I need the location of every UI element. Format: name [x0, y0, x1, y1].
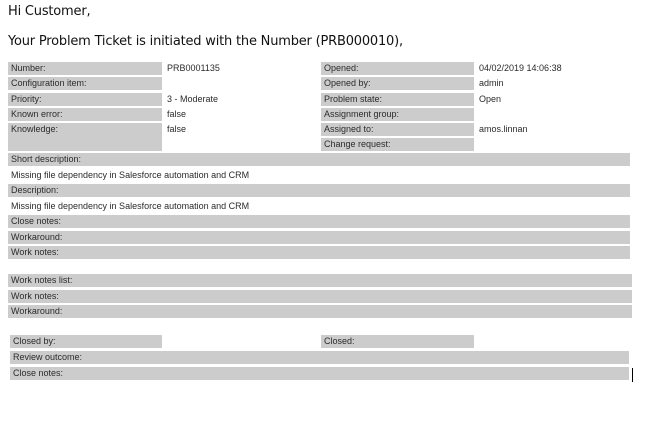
close-notes-label-2: Close notes:	[10, 367, 629, 380]
review-outcome-label: Review outcome:	[10, 351, 629, 364]
field-label: Opened by:	[321, 77, 474, 90]
field-value: 04/02/2019 14:06:38	[479, 63, 562, 73]
short-description-value: Missing file dependency in Salesforce automation and CRM	[11, 170, 250, 180]
field-label: Assignment group:	[321, 108, 474, 121]
field-value: admin	[479, 78, 504, 88]
closed-by-label: Closed by:	[10, 335, 162, 348]
close-notes-label: Close notes:	[8, 215, 630, 228]
field-value: false	[167, 109, 187, 119]
text-cursor	[632, 368, 633, 382]
closed-label: Closed:	[321, 335, 474, 348]
field-value: Open	[479, 94, 502, 104]
field-label: Priority:	[8, 93, 162, 106]
field-label: Known error:	[8, 108, 162, 121]
field-label: Knowledge:	[8, 123, 162, 151]
field-label: Problem state:	[321, 93, 474, 106]
description-value: Missing file dependency in Salesforce automation and CRM	[11, 201, 250, 211]
workaround-label: Workaround:	[8, 231, 630, 244]
field-label: Assigned to:	[321, 123, 474, 136]
field-value: amos.linnan	[479, 124, 528, 134]
work-notes-label-2: Work notes:	[8, 290, 632, 303]
intro-text: Your Problem Ticket is initiated with the Number (PRB000010),	[8, 34, 403, 49]
greeting-text: Hi Customer,	[8, 4, 91, 19]
field-label: Opened:	[321, 62, 474, 75]
field-label: Change request:	[321, 138, 474, 151]
work-notes-list-label: Work notes list:	[8, 274, 632, 287]
field-label: Number:	[8, 62, 162, 75]
field-value: 3 - Moderate	[167, 94, 219, 104]
field-label: Configuration item:	[8, 77, 162, 90]
workaround-label-2: Workaround:	[8, 305, 632, 318]
field-value: false	[167, 124, 187, 134]
field-value: PRB0001135	[167, 63, 220, 73]
short-description-label: Short description:	[8, 153, 630, 166]
description-label: Description:	[8, 184, 630, 197]
work-notes-label: Work notes:	[8, 246, 630, 259]
